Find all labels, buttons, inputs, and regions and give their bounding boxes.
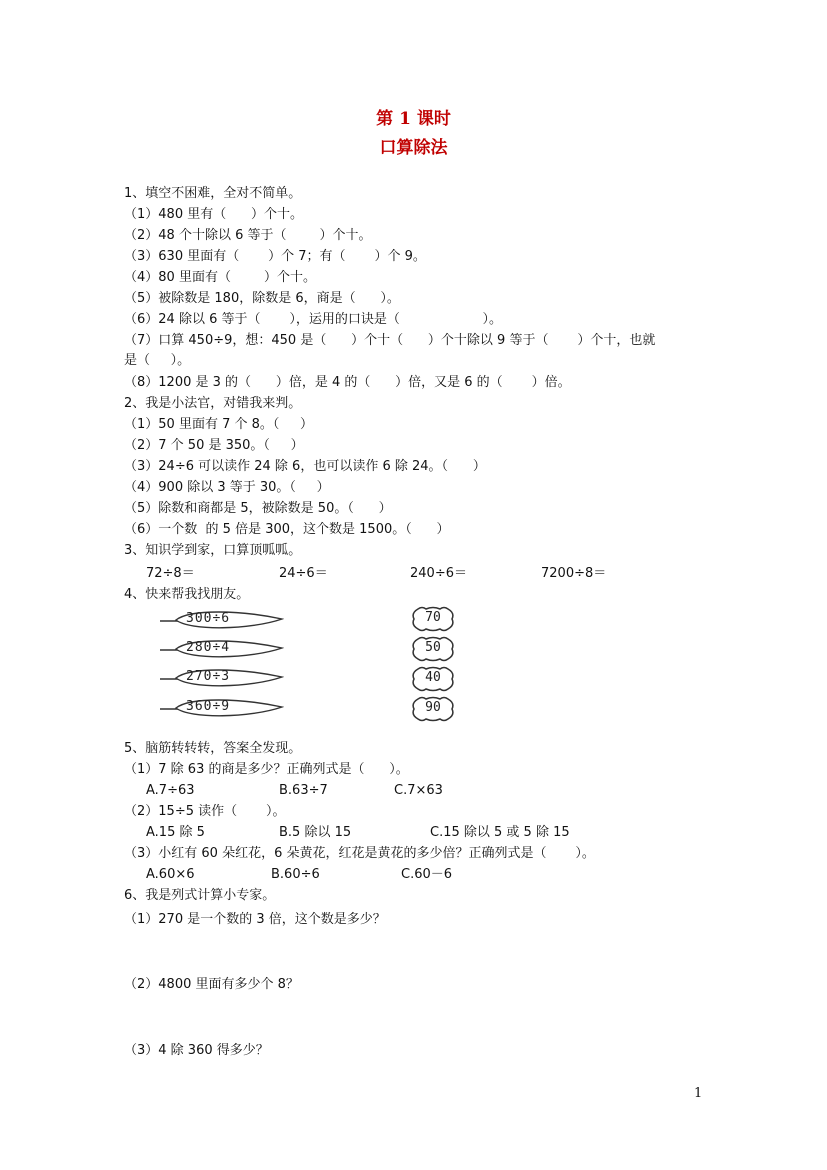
section2-item: （4）900 除以 3 等于 30。（ ） [124,480,330,495]
page-subtitle: 口算除法 [379,138,448,158]
flower-value: 40 [425,670,441,685]
calc-problem: （2）4800 里面有多少个 8？ [124,977,299,992]
leaf-expression: 280÷4 [186,640,231,655]
flower-card [410,696,456,722]
option: A.60×6 [146,867,195,882]
section2-item: （5）除数和商都是 5，被除数是 50。（ ） [124,501,392,516]
leaf-card [160,609,284,631]
page-number: 1 [694,1086,703,1101]
section1-item: （4）80 里面有（ ）个十。 [124,270,317,285]
calc-problem: （1）270 是一个数的 3 倍，这个数是多少？ [124,912,386,927]
section1-item: 是（ ）。 [124,353,191,368]
option: B.60÷6 [271,867,320,882]
option: C.60－6 [401,867,453,882]
flower-value: 90 [425,700,441,715]
question: （2）15÷5 读作（ ）。 [124,804,286,819]
section1-item: （5）被除数是 180，除数是 6，商是（ ）。 [124,291,400,306]
option: C.15 除以 5 或 5 除 15 [430,825,570,840]
leaf-card [160,697,284,719]
section5-heading: 5、脑筋转转转，答案全发现。 [124,741,302,756]
section1-item: （7）口算 450÷9，想：450 是（ ）个十（ ）个十除以 9 等于（ ）个十，也就 [124,333,656,348]
section2-item: （1）50 里面有 7 个 8。（ ） [124,417,314,432]
option: B.63÷7 [279,783,328,798]
calc-problem: （3）4 除 360 得多少？ [124,1043,269,1058]
section3-heading: 3、知识学到家，口算顶呱呱。 [124,543,302,558]
flower-value: 70 [425,610,441,625]
flower-card [410,666,456,692]
section1-item: （2）48 个十除以 6 等于（ ）个十。 [124,228,372,243]
section2-item: （6）一个数 的 5 倍是 300，这个数是 1500。（ ） [124,522,450,537]
question: （3）小红有 60 朵红花，6 朵黄花，红花是黄花的多少倍？正确列式是（ ）。 [124,846,595,861]
flower-card [410,606,456,632]
section2-heading: 2、我是小法官，对错我来判。 [124,396,302,411]
flower-value: 50 [425,640,441,655]
section1-item: （6）24 除以 6 等于（ ），运用的口诀是（ ）。 [124,312,503,327]
oral-problem: 7200÷8＝ [541,566,607,581]
option: B.5 除以 15 [279,825,352,840]
leaf-card [160,667,284,689]
flower-card [410,636,456,662]
oral-problem: 240÷6＝ [410,566,467,581]
section6-heading: 6、我是列式计算小专家。 [124,888,276,903]
option: A.7÷63 [146,783,195,798]
page-title: 第 1 课时 [376,109,451,129]
option: A.15 除 5 [146,825,205,840]
section1-item: （3）630 里面有（ ）个 7；有（ ）个 9。 [124,249,426,264]
question: （1）7 除 63 的商是多少？正确列式是（ ）。 [124,762,409,777]
oral-problem: 24÷6＝ [279,566,328,581]
section2-item: （2）7 个 50 是 350。（ ） [124,438,304,453]
oral-problem: 72÷8＝ [146,566,195,581]
section1-item: （8）1200 是 3 的（ ）倍，是 4 的（ ）倍，又是 6 的（ ）倍。 [124,375,571,390]
leaf-card [160,638,284,660]
section4-heading: 4、快来帮我找朋友。 [124,587,250,602]
option: C.7×63 [394,783,443,798]
leaf-expression: 270÷3 [186,669,231,684]
section1-item: （1）480 里有（ ）个十。 [124,207,304,222]
section1-heading: 1、填空不困难，全对不简单。 [124,186,302,201]
leaf-expression: 300÷6 [186,611,231,626]
section2-item: （3）24÷6 可以读作 24 除 6，也可以读作 6 除 24。（ ） [124,459,486,474]
leaf-expression: 360÷9 [186,699,231,714]
